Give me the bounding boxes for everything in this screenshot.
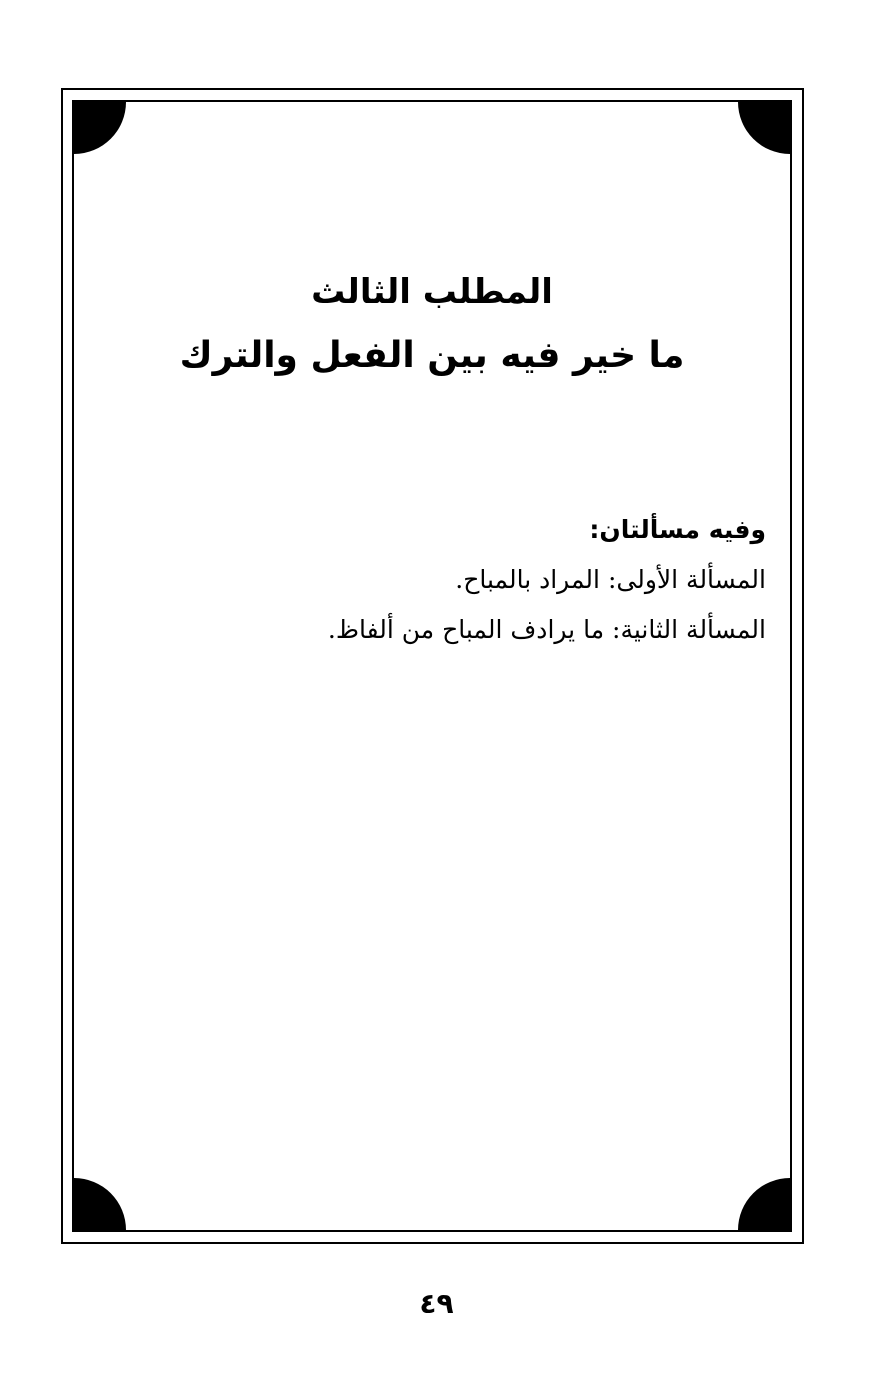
corner-ornament-bottom-left [74, 1178, 126, 1230]
section-title: المطلب الثالث [311, 272, 553, 312]
corner-ornament-top-left [74, 102, 126, 154]
section-subtitle: ما خير فيه بين الفعل والترك [179, 335, 685, 376]
body-text [200, 515, 766, 665]
corner-ornament-top-right [738, 102, 790, 154]
corner-ornament-bottom-right [738, 1178, 790, 1230]
inner-border-frame [72, 100, 792, 1232]
issue-line-first: المسألة الأولى: المراد بالمباح. [455, 565, 766, 594]
issues-intro: وفيه مسألتان: [589, 515, 766, 544]
issue-line-second: المسألة الثانية: ما يرادف المباح من ألفاظ. [327, 615, 766, 644]
page-number: ٤٩ [419, 1287, 454, 1320]
